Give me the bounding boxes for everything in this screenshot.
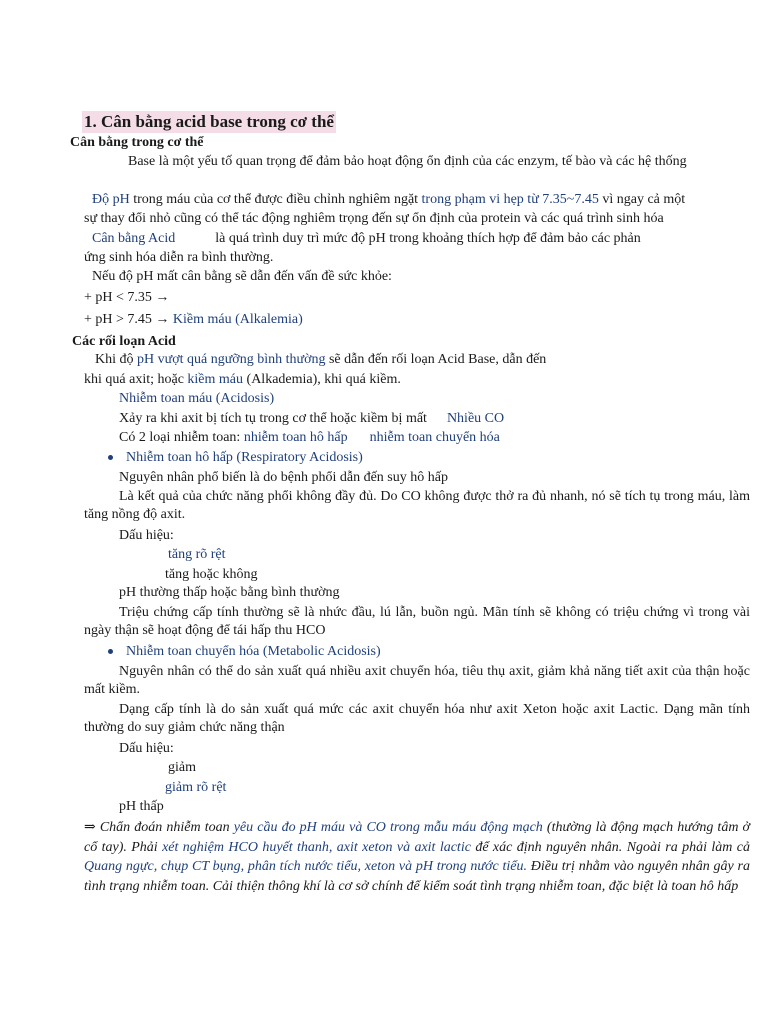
- term-met-acidosis: nhiễm toan chuyển hóa: [369, 430, 500, 445]
- met-ph: pH thấp: [119, 799, 164, 814]
- dx-arrow: ⇒ Chẩn đoán nhiễm toan: [84, 820, 234, 835]
- dx-text-2: để xác định nguyên nhân. Ngoài ra phải làm cả: [470, 839, 750, 855]
- paragraph-acid-balance: [92, 230, 641, 248]
- acidosis-title: Nhiễm toan máu (Acidosis): [119, 391, 275, 406]
- met-sign-1: giảm: [168, 760, 196, 775]
- text-acidosis-cause: Xảy ra khi axit bị tích tụ trong cơ thể hoặc kiềm bị mất: [119, 411, 427, 426]
- diagnosis-paragraph: [84, 818, 750, 896]
- met-title: Nhiễm toan chuyển hóa (Metabolic Acidosis): [126, 644, 381, 659]
- resp-detail: Là kết quả của chức năng phổi không đầy đủ. Do CO không được thở ra đủ nhanh, nó sẽ tích tụ trong máu, làm tăng nồng độ axit.: [84, 489, 750, 522]
- paragraph-ph-range: [92, 191, 685, 209]
- text-intro2-a: khi quá axit; hoặc: [84, 372, 188, 387]
- paragraph-disorder-intro: [95, 351, 546, 369]
- dx-serum-tests: xét nghiệm HCO huyết thanh, axit xeton và axit lactic: [162, 839, 471, 855]
- section-title: 1. Cân bằng acid base trong cơ thể: [84, 112, 334, 131]
- acidosis-cause: [119, 410, 504, 428]
- ph-low-item: + pH < 7.35 →: [84, 290, 170, 305]
- text-intro-a: Khi độ: [95, 352, 137, 367]
- resp-signs: Dấu hiệu:: [119, 528, 174, 543]
- resp-title: Nhiễm toan hô hấp (Respiratory Acidosis): [126, 450, 363, 465]
- bullet-icon: [108, 649, 113, 654]
- dx-text-3: Điều trị nhằm vào nguyên nhân gây ra tình trạng nhiễm toan. Cải thiện thông khí là cơ sở chính để kiểm soát tình trạng nhiễm toan, đặc biệt là toan hô hấp: [84, 859, 750, 894]
- resp-ph: pH thường thấp hoặc bằng bình thường: [119, 585, 340, 600]
- text-ph-d: vì ngay cả một: [598, 192, 686, 207]
- text-intro-c: sẽ dẫn đến rối loạn Acid Base, dẫn đến: [325, 352, 547, 367]
- paragraph-acid-balance-cont: ứng sinh hóa diễn ra bình thường.: [84, 250, 274, 265]
- subheading-balance: Cân bằng trong cơ thể: [70, 135, 204, 150]
- term-resp-acidosis: nhiễm toan hô hấp: [243, 430, 348, 445]
- text-ph-b: trong máu của cơ thể được điều chỉnh nghiêm ngặt: [129, 192, 422, 207]
- term-acid-balance: Cân bằng Acid: [92, 231, 176, 246]
- resp-sign-1: tăng rõ rệt: [168, 547, 226, 562]
- term-ph-range: trong phạm vi hẹp từ 7.35~7.45: [421, 192, 599, 207]
- section-title-wrap: [82, 111, 336, 133]
- text-cb-b: là quá trình duy trì mức độ pH trong khoảng thích hợp để đảm bảo các phản: [215, 231, 641, 246]
- met-sign-2: giảm rõ rệt: [165, 780, 227, 795]
- text-ph-high: + pH > 7.45 →: [84, 312, 170, 327]
- term-much-co: Nhiều CO: [446, 411, 505, 426]
- term-alkaline-blood: kiềm máu: [187, 372, 244, 387]
- term-ph-exceed: pH vượt quá ngưỡng bình thường: [137, 352, 326, 367]
- bullet-icon: [108, 455, 113, 460]
- met-cause: Nguyên nhân có thể do sản xuất quá nhiều axit chuyển hóa, tiêu thụ axit, giảm khả năng tiết axit của thận hoặc mất kiềm.: [84, 664, 750, 697]
- dx-text-1: (thường là động mạch hướng tâm ở cổ tay). Phải: [84, 820, 751, 855]
- paragraph-imbalance: Nếu độ pH mất cân bằng sẽ dẫn đến vấn đề sức khỏe:: [92, 269, 392, 284]
- term-alkalemia: Kiềm máu (Alkalemia): [169, 312, 303, 327]
- met-acute: Dạng cấp tính là do sản xuất quá mức các axit chuyển hóa như axit Xeton hoặc axit Lactic. Dạng mãn tính thường do suy giảm chức năng thận: [84, 702, 750, 735]
- resp-symptoms: Triệu chứng cấp tính thường sẽ là nhức đầu, lú lẫn, buồn ngủ. Mãn tính sẽ không có triệu chứng vì trong vài ngày thận sẽ hoạt động để tái hấp thu HCO: [84, 605, 750, 638]
- dx-blood-gas: yêu cầu đo pH máu và CO trong mẫu máu động mạch: [233, 820, 543, 835]
- term-ph: Độ pH: [92, 192, 130, 207]
- text-types-a: Có 2 loại nhiễm toan:: [119, 430, 244, 445]
- acidosis-types: [119, 429, 500, 447]
- paragraph-ph-range-cont: sự thay đổi nhỏ cũng có thể tác động nghiêm trọng đến sự ổn định của protein và các quá trình sinh hóa: [84, 211, 664, 226]
- paragraph-disorder-intro-cont: [84, 371, 401, 389]
- resp-cause: Nguyên nhân phổ biến là do bệnh phổi dẫn đến suy hô hấp: [119, 470, 448, 485]
- paragraph-base-role: Base là một yếu tố quan trọng để đảm bảo hoạt động ổn định của các enzym, tế bào và các hệ thống: [128, 154, 687, 169]
- dx-imaging: Quang ngực, chụp CT bụng, phân tích nước tiểu, xeton và pH trong nước tiểu.: [84, 859, 527, 874]
- ph-high-item: [84, 311, 303, 329]
- resp-sign-2: tăng hoặc không: [165, 567, 258, 582]
- bullet-resp-acidosis: [108, 449, 363, 467]
- bullet-met-acidosis: [108, 643, 381, 661]
- met-signs: Dấu hiệu:: [119, 741, 174, 756]
- subheading-acid-disorders: Các rối loạn Acid: [72, 334, 176, 349]
- text-intro2-c: (Alkademia), khi quá kiềm.: [243, 372, 401, 387]
